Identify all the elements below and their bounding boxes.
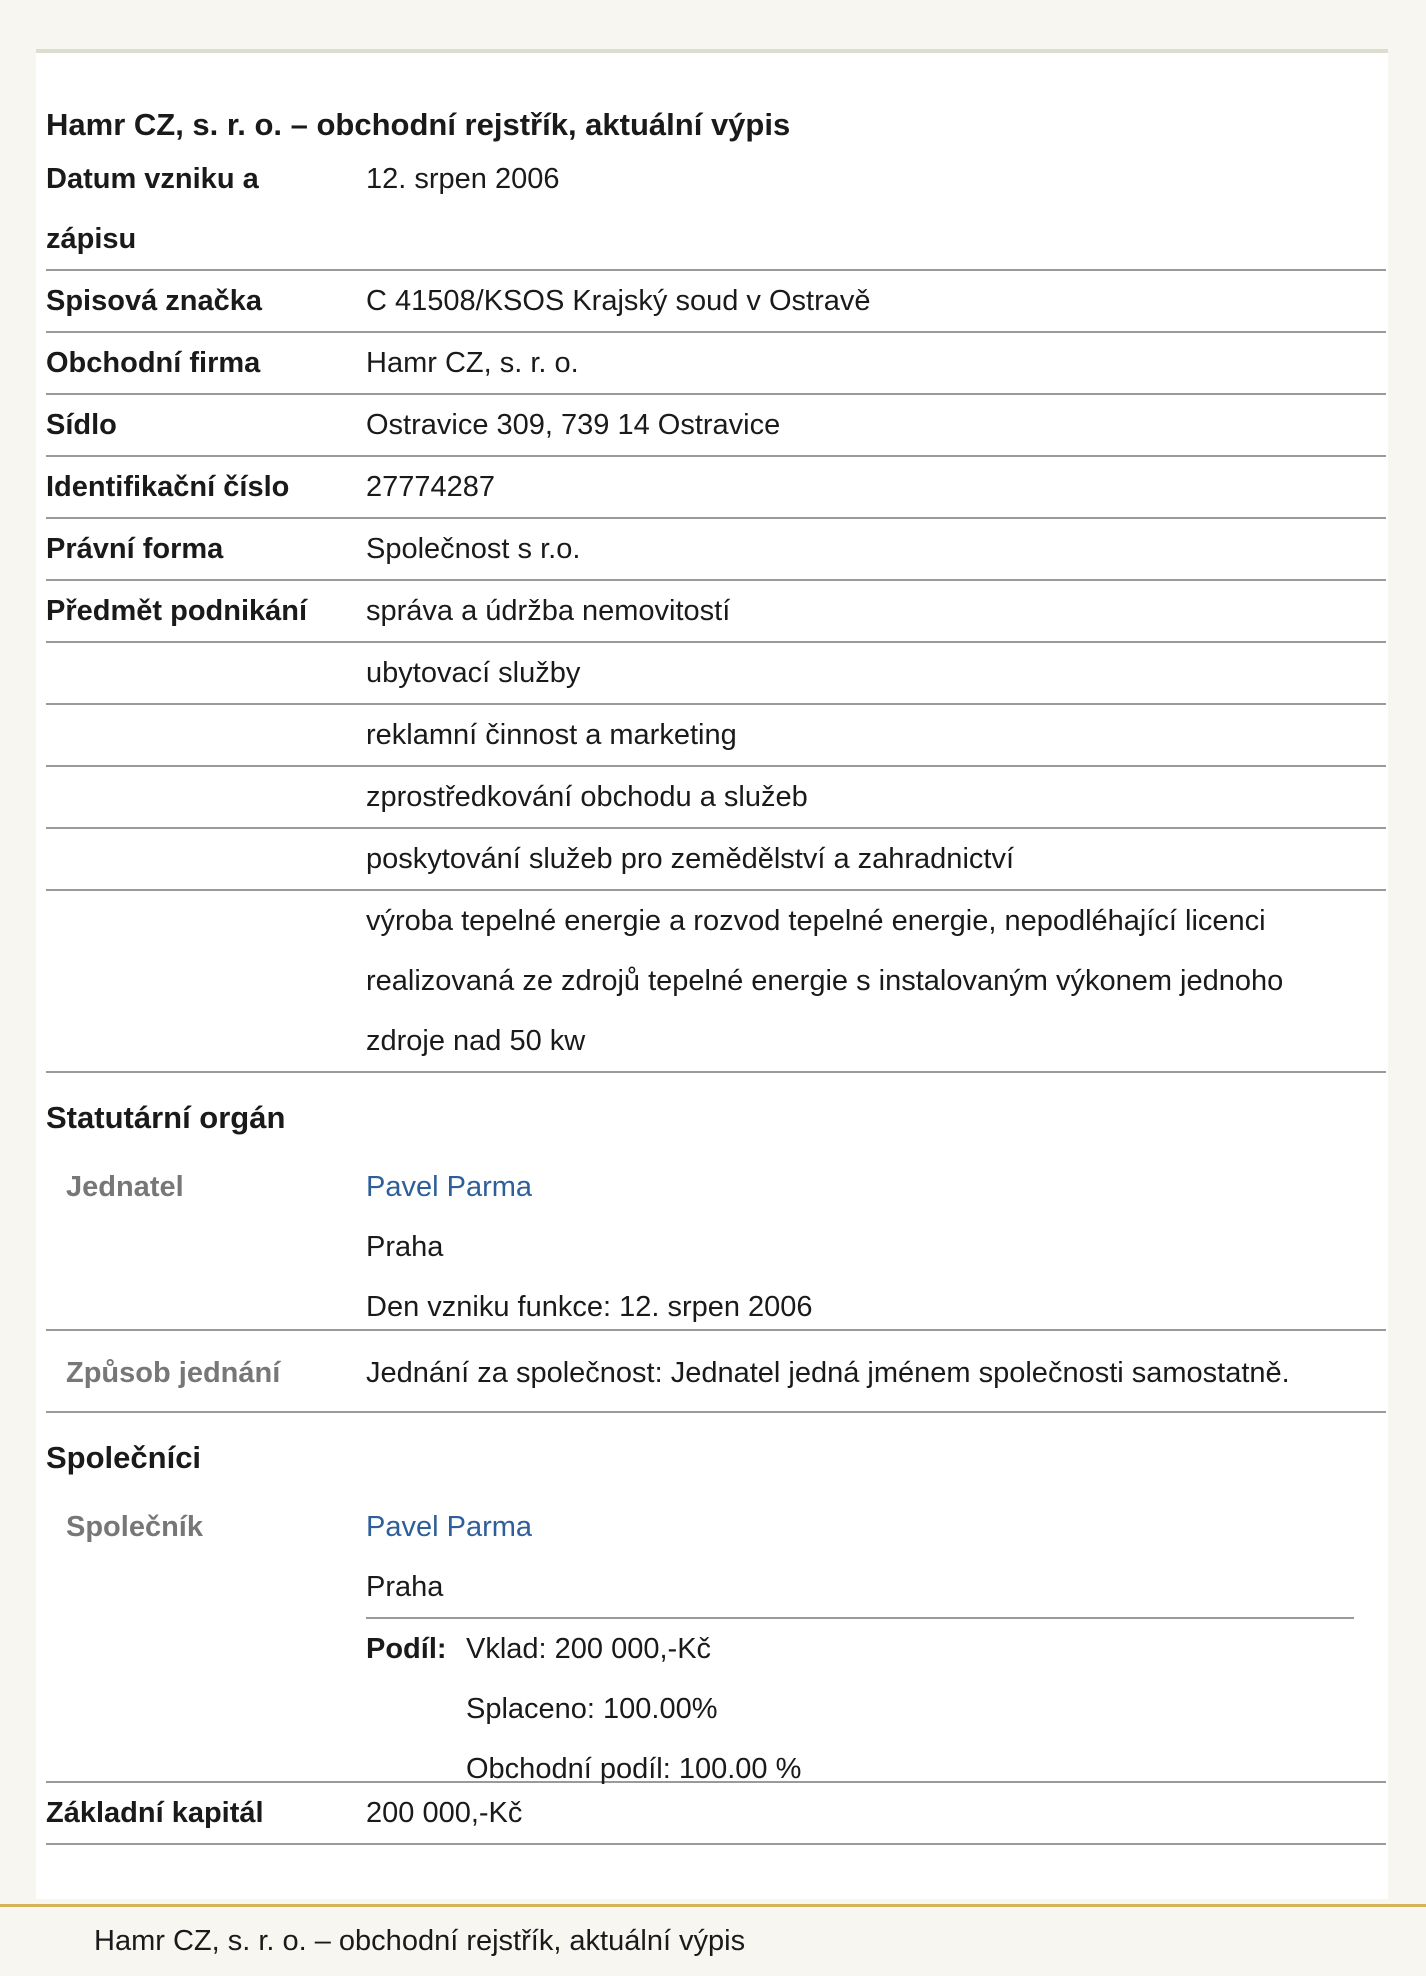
value-sidlo: Ostravice 309, 739 14 Ostravice xyxy=(366,409,781,441)
register-card xyxy=(36,49,1388,1899)
label-zakladni-kapital: Základní kapitál xyxy=(46,1797,264,1829)
value-pravni-forma: Společnost s r.o. xyxy=(366,533,581,565)
spolecnik-name-link[interactable]: Pavel Parma xyxy=(366,1511,533,1543)
jednatel-den-vzniku: Den vzniku funkce: 12. srpen 2006 xyxy=(366,1291,813,1323)
value-spisova-znacka: C 41508/KSOS Krajský soud v Ostravě xyxy=(366,285,871,317)
label-spisova-znacka: Spisová značka xyxy=(46,285,262,317)
row-pravni-forma xyxy=(46,519,1386,581)
row-spisova-znacka xyxy=(46,271,1386,333)
value-zakladni-kapital: 200 000,-Kč xyxy=(366,1797,523,1829)
value-obchodni-firma: Hamr CZ, s. r. o. xyxy=(366,347,579,379)
jednatel-name-link[interactable]: Pavel Parma xyxy=(366,1171,533,1203)
predmet-item: ubytovací služby xyxy=(366,657,581,689)
row-zpusob-jednani xyxy=(46,1331,1386,1413)
jednatel-details xyxy=(366,1157,1386,1329)
podil-values xyxy=(466,1619,1354,1799)
row-predmet-item xyxy=(46,705,1386,767)
podil-label: Podíl: xyxy=(366,1633,447,1665)
row-predmet-item xyxy=(46,643,1386,705)
section-statutarni-organ: Statutární orgán xyxy=(46,1100,286,1135)
empty-label xyxy=(46,767,366,827)
label-predmet-podnikani: Předmět podnikání xyxy=(46,595,308,627)
row-obchodni-firma xyxy=(46,333,1386,395)
row-identifikacni-cislo xyxy=(46,457,1386,519)
row-sidlo xyxy=(46,395,1386,457)
section-spolecnici: Společníci xyxy=(46,1440,202,1475)
register-content xyxy=(46,53,1386,1845)
label-sidlo: Sídlo xyxy=(46,409,117,441)
spolecnik-details xyxy=(366,1497,1386,1785)
row-predmet-item xyxy=(46,767,1386,829)
predmet-item: reklamní činnost a marketing xyxy=(366,719,737,751)
spolecnik-city: Praha xyxy=(366,1571,444,1603)
row-predmet-item xyxy=(46,891,1386,1073)
predmet-item: výroba tepelné energie a rozvod tepelné energie, nepodléhající licenci realizovaná ze zdrojů tepelné energie s instalovaným výkonem jednoho zdroje nad 50 kw xyxy=(366,905,1284,1057)
empty-label xyxy=(46,829,366,889)
value-zpusob-jednani: Jednání za společnost: Jednatel jedná jménem společnosti samostatně. xyxy=(366,1357,1290,1389)
jednatel-city: Praha xyxy=(366,1231,444,1263)
splaceno-value: Splaceno: 100.00% xyxy=(466,1693,718,1725)
row-zakladni-kapital xyxy=(46,1783,1386,1845)
row-predmet-item xyxy=(46,829,1386,891)
podil-block xyxy=(366,1617,1354,1799)
row-predmet-podnikani xyxy=(46,581,1386,643)
row-spolecnik xyxy=(46,1497,1386,1783)
obchodni-podil-value: Obchodní podíl: 100.00 % xyxy=(466,1753,802,1785)
label-spolecnik: Společník xyxy=(66,1511,203,1543)
empty-label xyxy=(46,643,366,703)
row-jednatel xyxy=(46,1157,1386,1331)
label-identifikacni-cislo: Identifikační číslo xyxy=(46,471,290,503)
label-obchodni-firma: Obchodní firma xyxy=(46,347,261,379)
label-datum-vzniku: Datum vzniku a zápisu xyxy=(46,163,259,255)
vklad-value: Vklad: 200 000,-Kč xyxy=(466,1633,712,1665)
predmet-item: zprostředkování obchodu a služeb xyxy=(366,781,808,813)
predmet-item: správa a údržba nemovitostí xyxy=(366,595,731,627)
label-jednatel: Jednatel xyxy=(66,1171,184,1203)
row-datum-vzniku xyxy=(46,149,1386,271)
value-datum-vzniku: 12. srpen 2006 xyxy=(366,163,560,195)
empty-label xyxy=(46,705,366,765)
footer-text: Hamr CZ, s. r. o. – obchodní rejstřík, aktuální výpis xyxy=(94,1925,746,1957)
label-zpusob-jednani: Způsob jednání xyxy=(66,1357,281,1389)
predmet-item: poskytování služeb pro zemědělství a zahradnictví xyxy=(366,843,1014,875)
footer xyxy=(0,1904,1426,1976)
value-identifikacni-cislo: 27774287 xyxy=(366,471,496,503)
label-pravni-forma: Právní forma xyxy=(46,533,224,565)
page-title: Hamr CZ, s. r. o. – obchodní rejstřík, aktuální výpis xyxy=(46,107,791,142)
empty-label xyxy=(46,891,366,1071)
